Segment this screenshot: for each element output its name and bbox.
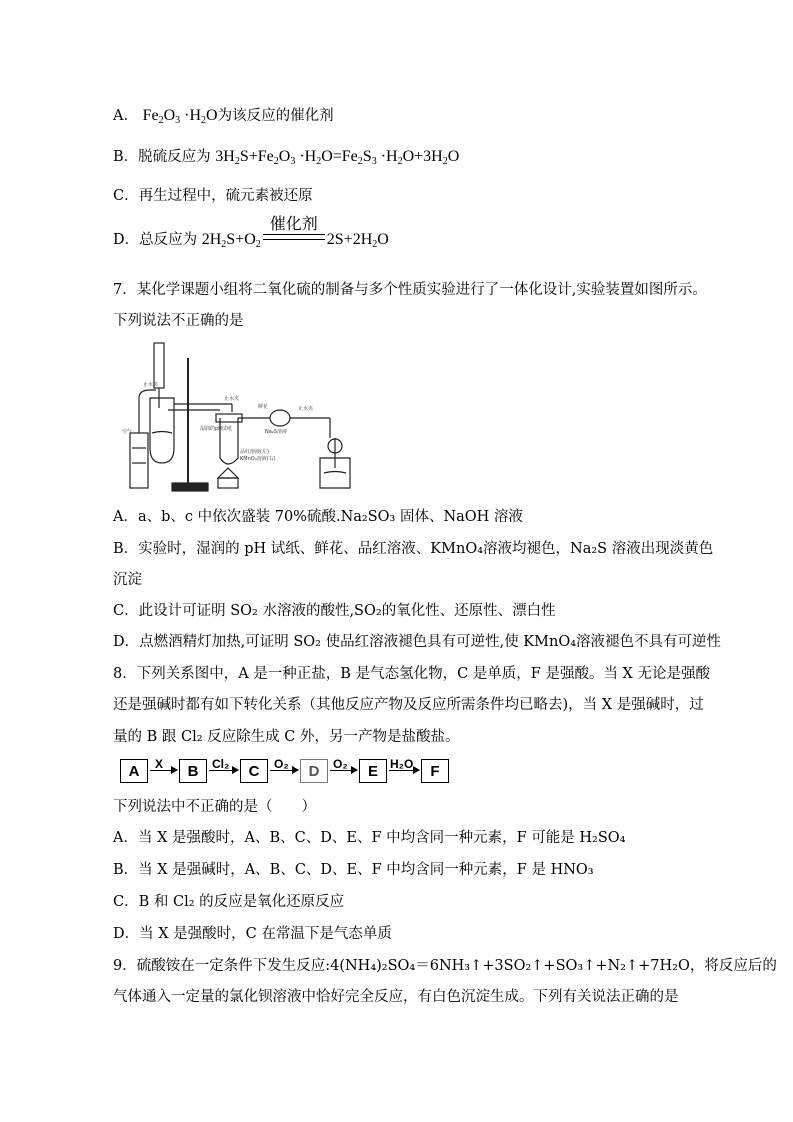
flow-box-d: D: [300, 759, 328, 783]
q7-stem-line1: 7．某化学课题小组将二氧化硫的制备与多个性质实验进行了一体化设计,实验装置如图所示。: [113, 282, 707, 298]
q8-stem-line3: 量的 B 跟 Cl₂ 反应除生成 C 外，另一产物是盐酸盐。: [113, 729, 460, 745]
q8-option-a: A．当 X 是强酸时，A、B、C、D、E、F 中均含同一种元素，F 可能是 H₂SO₄: [113, 830, 626, 846]
flow-box-e: E: [359, 759, 387, 783]
flow-box-c: C: [240, 759, 268, 783]
q8-option-b: B．当 X 是强碱时，A、B、C、D、E、F 中均含同一种元素，F 是 HNO₃: [113, 862, 594, 878]
q7-stem-line2: 下列说法不正确的是: [113, 313, 244, 329]
experiment-apparatus-diagram: [120, 338, 490, 498]
q6-option-c: C．再生过程中，硫元素被还原: [113, 188, 313, 204]
label-stopcock-1: 止水夹: [143, 382, 159, 388]
label-stopcock-3: 止水夹: [298, 406, 314, 412]
label-na2s: Na₂S溶液: [265, 429, 287, 435]
label-kmno4: KMnO₄溶液(右): [240, 456, 276, 462]
option-label: B．脱硫反应为: [113, 149, 216, 165]
label-ph-paper: 湿润的pH试纸: [200, 426, 232, 432]
option-label: D．总反应为: [113, 232, 202, 248]
q7-option-b-line1: B．实验时，湿润的 pH 试纸、鲜花、品红溶液、KMnO₄溶液均褪色，Na₂S 溶液出现淡黄色: [113, 541, 714, 557]
flow-box-f: F: [421, 759, 449, 783]
equation-total-right: $2S+2H_2O$: [326, 231, 389, 250]
q8-option-c: C．B 和 Cl₂ 的反应是氧化还原反应: [113, 894, 345, 910]
option-label: A．: [113, 108, 138, 124]
option-text: 为该反应的催化剂: [217, 108, 334, 124]
flow-box-b: B: [179, 759, 207, 783]
q9-stem-line2: 气体通入一定量的氯化钡溶液中恰好完全反应，有白色沉淀生成。下列有关说法正确的是: [113, 989, 679, 1005]
formula-fe2o3-h2o: $Fe_2O_3 \cdot H_2O$: [142, 107, 218, 126]
q7-option-c: C．此设计可证明 SO₂ 水溶液的酸性,SO₂的氧化性、还原性、漂白性: [113, 603, 556, 619]
catalyst-equals-sign: [263, 214, 325, 250]
q6-option-a: [113, 106, 334, 126]
catalyst-label: 催化剂: [269, 214, 318, 233]
q8-option-d: D．当 X 是强酸时，C 在常温下是气态单质: [113, 926, 392, 942]
q7-option-b-line2: 沉淀: [113, 572, 142, 588]
label-air: 空气: [122, 429, 133, 435]
label-stopcock-2: 止水夹: [224, 396, 240, 402]
flow-arrow-label-o2-1: O₂: [274, 757, 289, 771]
flow-arrow-label-x: X: [155, 757, 164, 771]
q7-option-d: D．点燃酒精灯加热,可证明 SO₂ 使品红溶液褪色具有可逆性,使 KMnO₄溶液褪色不具有可逆性: [113, 634, 722, 650]
flow-arrow-label-o2-2: O₂: [333, 757, 348, 771]
q6-option-d: [113, 214, 389, 250]
label-flower: 鲜花: [258, 404, 269, 410]
q8-question: 下列说法中不正确的是（ ）: [113, 799, 316, 815]
label-pinhong: 品红溶液(左): [240, 449, 269, 455]
flow-arrow-label-h2o: H₂O: [390, 757, 414, 771]
q9-stem-line1: 9．硫酸铵在一定条件下发生反应:4(NH₄)₂SO₄＝6NH₃↑+3SO₂↑+SO₃↑+N₂↑+7H₂O，将反应后的: [113, 958, 777, 974]
flow-arrow-label-cl2: Cl₂: [212, 757, 230, 771]
equation-desulfurization: $3H_2S+Fe_2O_3 \cdot H_2O=Fe_2S_3 \cdot H_2O+3H_2O$: [215, 148, 460, 167]
q8-stem-line1: 8．下列关系图中，A 是一种正盐，B 是气态氢化物，C 是单质，F 是强酸。当 X 无论是强酸: [113, 666, 710, 682]
q6-option-b: [113, 147, 459, 167]
q8-stem-line2: 还是强碱时都有如下转化关系（其他反应产物及反应所需条件均已略去)，当 X 是强碱时，过: [113, 697, 704, 713]
flow-box-a: A: [120, 759, 148, 783]
equation-total-left: $2H_2S+O_2$: [201, 231, 261, 250]
q7-option-a: A．a、b、c 中依次盛装 70%硫酸.Na₂SO₃ 固体、NaOH 溶液: [113, 509, 523, 525]
